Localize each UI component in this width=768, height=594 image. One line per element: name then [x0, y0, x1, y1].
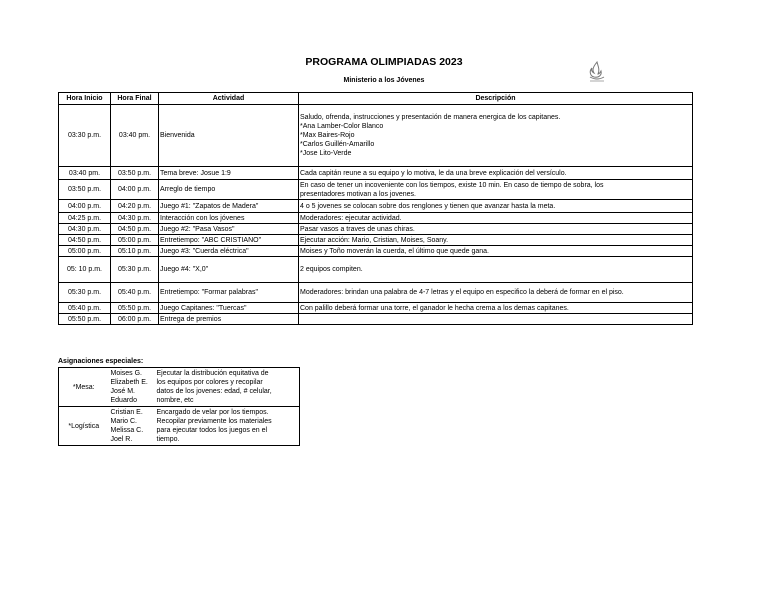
assignments-table [58, 367, 300, 446]
end-time-cell: 04:00 p.m. [111, 180, 159, 200]
table-header-row [59, 93, 693, 105]
table-row [59, 213, 693, 224]
table-row [59, 283, 693, 303]
activity-cell: Juego #4: "X,0" [159, 257, 299, 283]
assignment-description-line: los equipos por colores y recopilar [156, 379, 263, 386]
description-line: Con palillo deberá formar una torre, el ganador le hecha crema a los demas capitanes. [300, 304, 569, 312]
assignment-description-line: datos de los jovenes: edad, # celular, [156, 388, 272, 395]
description-cell [299, 246, 693, 257]
column-header-start: Hora Inicio [59, 93, 111, 105]
description-cell [299, 200, 693, 213]
description-cell [299, 213, 693, 224]
description-cell [299, 235, 693, 246]
table-row [59, 200, 693, 213]
start-time-cell: 05:40 p.m. [59, 303, 111, 314]
start-time-cell: 05:50 p.m. [59, 314, 111, 325]
assignee-name: José M. [110, 388, 136, 395]
assignment-description-line: nombre, etc [156, 397, 194, 404]
end-time-cell: 05:30 p.m. [111, 257, 159, 283]
activity-cell: Entrega de premios [159, 314, 299, 325]
assignment-role: *Logística [68, 422, 100, 430]
table-row [59, 105, 693, 167]
schedule-table [58, 92, 693, 325]
assignment-description-line: tiempo. [156, 436, 180, 443]
flame-logo-icon [587, 60, 607, 84]
assignment-description-line: Ejecutar la distribución equitativa de [156, 370, 269, 377]
document-subtitle: Ministerio a los Jóvenes [343, 77, 425, 84]
activity-cell: Juego #3: "Cuerda eléctrica" [159, 246, 299, 257]
description-line: *Jose Lito-Verde [300, 150, 352, 157]
activity-cell: Bienvenida [159, 105, 299, 167]
assignment-description-line: para ejecutar todos los juegos en el [156, 427, 268, 434]
assignment-row [59, 407, 300, 446]
start-time-cell: 04:25 p.m. [59, 213, 111, 224]
description-line: En caso de tener un incoveniente con los tiempos, existe 10 min. En caso de tiempo de sobra, los [300, 181, 604, 189]
column-header-end: Hora Final [111, 93, 159, 105]
table-row [59, 235, 693, 246]
assignments-title: Asignaciones especiales: [58, 358, 144, 365]
description-cell [299, 283, 693, 303]
activity-cell: Tema breve: Josue 1:9 [159, 167, 299, 180]
activity-cell: Interacción con los jóvenes [159, 213, 299, 224]
assignment-description [155, 368, 300, 407]
description-line: Cada capitán reune a su equipo y lo motiva, le da una breve explicación del versículo. [300, 169, 567, 177]
document-title: PROGRAMA OLIMPIADAS 2023 [305, 56, 463, 68]
description-line: 4 o 5 jovenes se colocan sobre dos renglones y tienen que avanzar hasta la meta. [300, 202, 556, 210]
table-row [59, 246, 693, 257]
description-line: presentadores motivan a los jovenes. [300, 190, 416, 198]
start-time-cell: 03:50 p.m. [59, 180, 111, 200]
start-time-cell: 03:40 pm. [59, 167, 111, 180]
description-cell [299, 257, 693, 283]
description-line: Pasar vasos a traves de unas chiras. [300, 225, 415, 233]
description-line: Ejecutar acción: Mario, Cristian, Moises, Soany. [300, 236, 449, 244]
assignment-names [109, 368, 155, 407]
assignee-name: Joel R. [110, 436, 133, 443]
description-line: Saludo, ofrenda, instrucciones y presentación de manera energica de los capitanes. [300, 114, 561, 121]
table-row [59, 180, 693, 200]
assignment-description-line: Recopilar previamente los materiales [156, 418, 272, 425]
end-time-cell: 03:50 p.m. [111, 167, 159, 180]
start-time-cell: 05:00 p.m. [59, 246, 111, 257]
description-cell [299, 303, 693, 314]
assignee-name: Moises G. [110, 370, 143, 377]
end-time-cell: 04:50 p.m. [111, 224, 159, 235]
description-cell [299, 314, 693, 325]
table-row [59, 314, 693, 325]
assignment-description [155, 407, 300, 446]
start-time-cell: 05: 10 p.m. [59, 257, 111, 283]
start-time-cell: 05:30 p.m. [59, 283, 111, 303]
start-time-cell: 04:30 p.m. [59, 224, 111, 235]
assignee-name: Melissa C. [110, 427, 144, 434]
end-time-cell: 06:00 p.m. [111, 314, 159, 325]
description-cell [299, 167, 693, 180]
table-row [59, 257, 693, 283]
activity-cell: Juego #1: "Zapatos de Madera" [159, 200, 299, 213]
description-line: *Max Baires-Rojo [300, 132, 355, 139]
end-time-cell: 04:20 p.m. [111, 200, 159, 213]
description-cell [299, 180, 693, 200]
end-time-cell: 04:30 p.m. [111, 213, 159, 224]
description-line: *Ana Lamber-Color Blanco [300, 123, 384, 130]
end-time-cell: 05:10 p.m. [111, 246, 159, 257]
assignment-role: *Mesa: [59, 368, 109, 407]
activity-cell: Entretiempo: "ABC CRISTIANO" [159, 235, 299, 246]
assignment-description-line: Encargado de velar por los tiempos. [156, 409, 269, 416]
description-line: Moderadores: ejecutar actividad. [300, 214, 402, 222]
assignee-name: Eduardo [110, 397, 137, 404]
description-line: Moderadores: brindan una palabra de 4-7 letras y el equipo en especifico la deberá de formar en el piso. [300, 289, 624, 296]
column-header-activity: Actividad [159, 93, 299, 105]
activity-cell: Entretiempo: "Formar palabras" [159, 283, 299, 303]
start-time-cell: 04:00 p.m. [59, 200, 111, 213]
assignee-name: Cristian E. [110, 409, 143, 416]
end-time-cell: 05:40 p.m. [111, 283, 159, 303]
start-time-cell: 04:50 p.m. [59, 235, 111, 246]
table-row [59, 303, 693, 314]
table-row [59, 167, 693, 180]
end-time-cell: 03:40 pm. [111, 105, 159, 167]
column-header-description: Descripción [299, 93, 693, 105]
description-line: *Carlos Guillén-Amarillo [300, 141, 375, 148]
activity-cell: Juego #2: "Pasa Vasos" [159, 224, 299, 235]
description-line: 2 equipos compiten. [300, 266, 363, 273]
assignment-names [109, 407, 155, 446]
start-time-cell: 03:30 p.m. [59, 105, 111, 167]
description-line: Moises y Toño moverán la cuerda, el último que quede gana. [300, 247, 489, 255]
table-row [59, 224, 693, 235]
activity-cell: Juego Capitanes: "Tuercas" [159, 303, 299, 314]
description-cell [299, 105, 693, 167]
assignee-name: Mario C. [110, 418, 137, 425]
activity-cell: Arreglo de tiempo [159, 180, 299, 200]
assignment-row [59, 368, 300, 407]
end-time-cell: 05:50 p.m. [111, 303, 159, 314]
end-time-cell: 05:00 p.m. [111, 235, 159, 246]
assignee-name: Elizabeth E. [110, 379, 148, 386]
description-cell [299, 224, 693, 235]
